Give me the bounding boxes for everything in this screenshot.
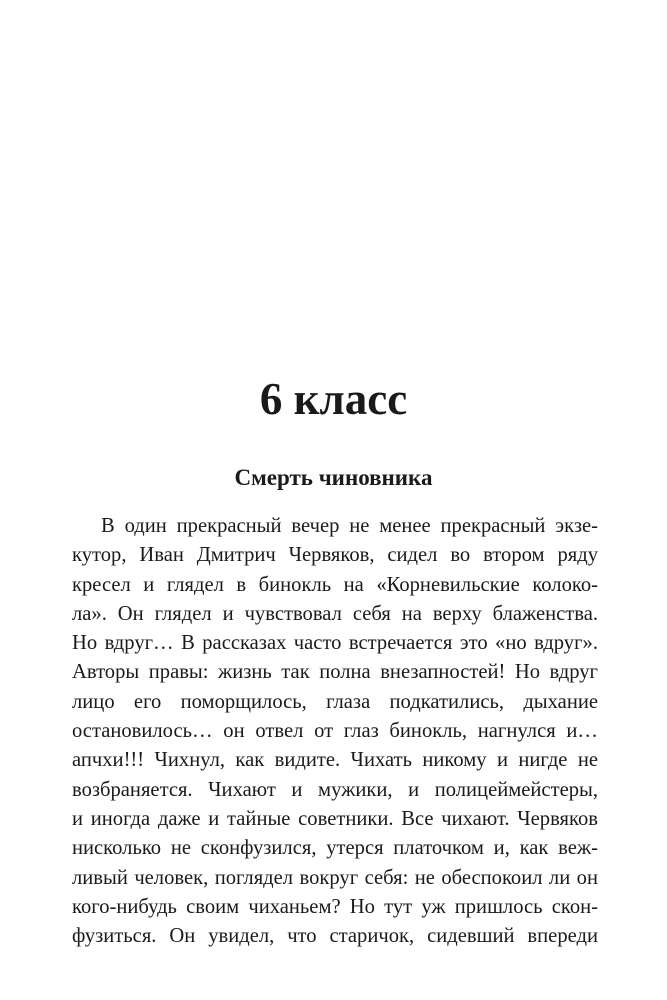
text-line: кого-нибудь своим чиханьем? Но тут уж пришлось скон-: [72, 895, 598, 918]
text-line: Авторы правы: жизнь так полна внезапностей! Но вдруг: [72, 661, 598, 684]
text-line: остановилось… он отвел от глаз бинокль, нагнулся и…: [72, 720, 598, 743]
chapter-title: 6 класс: [259, 374, 408, 424]
text-line: Но вдруг… В рассказах часто встречается это «но вдруг».: [72, 632, 598, 655]
text-line: апчхи!!! Чихнул, как видите. Чихать никому и нигде не: [72, 749, 598, 772]
text-line: возбраняется. Чихают и мужики, и полицеймейстеры,: [72, 778, 598, 801]
text-line: кресел и глядел в бинокль на «Корневильские колоко-: [72, 573, 598, 596]
text-line: фузиться. Он увидел, что старичок, сидевший впереди: [72, 925, 598, 948]
text-line: нисколько не сконфузился, утерся платочком и, как веж-: [72, 837, 598, 860]
story-body: [72, 512, 598, 951]
text-line: В один прекрасный вечер не менее прекрасный экзе-: [101, 515, 598, 537]
text-line: кутор, Иван Дмитрич Червяков, сидел во втором ряду: [72, 544, 598, 567]
text-line: ливый человек, поглядел вокруг себя: не обеспокоил ли он: [72, 866, 598, 889]
text-line: лицо его поморщилось, глаза подкатились, дыхание: [72, 690, 598, 713]
text-line: ла». Он глядел и чувствовал себя на верху блаженства.: [72, 602, 598, 625]
text-line: и иногда даже и тайные советники. Все чихают. Червяков: [72, 807, 598, 830]
story-title: Смерть чиновника: [234, 465, 433, 490]
